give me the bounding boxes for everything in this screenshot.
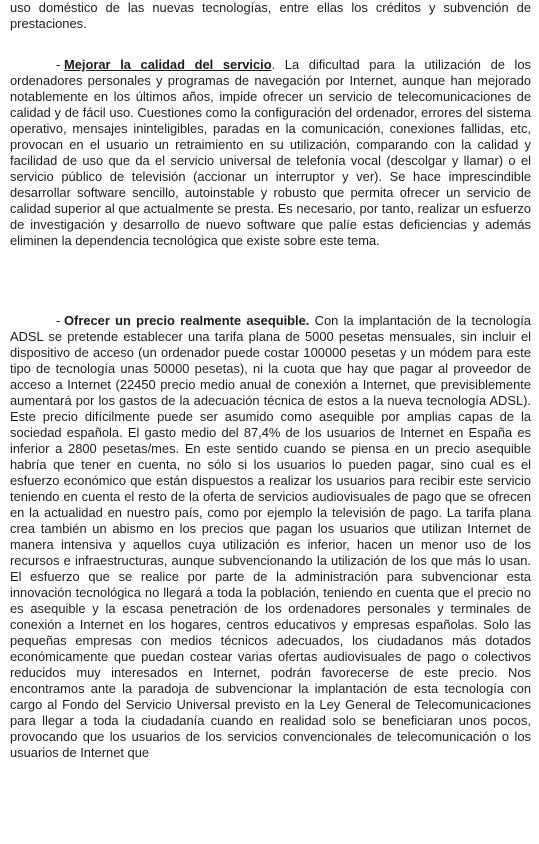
paragraph-continuation [10, 0, 531, 32]
paragraph-2-text: . La dificultad para la utilización de los ordenadores personales y programas de navegación por Internet, aunque han mejorado notablemente en los últimos años, impide ofrecer un servicio de telecomunicaciones de calidad y de fácil uso. Cuestiones como la configuración del ordenador, errores del sistema operativo, mensajes ininteligibles, paradas en la comunicación, conexiones fallidas, etc, provocan en el usuario un retraimiento en su utilización, comparando con la calidad y facilidad de uso que da el servicio universal de telefonía vocal (descolgar y llamar) o el servicio público de televisión (accionar un interruptor y ver). Se hace imprescindible desarrollar software sencillo, autoinstable y robusto que permita ofrecer un servicio de calidad superior al que actualmente se presta. Es necesario, por tanto, realizar un esfuerzo de investigación y desarrollo de nuevo software que palíe estas deficiencias y además eliminen la dependencia tecnológica que existe sobre este tema. [10, 57, 532, 248]
list-dash: - [56, 313, 61, 328]
paragraph-3-text: Con la implantación de la tecnología ADSL se pretende establecer una tarifa plana de 5000 pesetas mensuales, sin incluir el dispositivo de acceso (un ordenador puede costar 100000 pesetas y un módem para este tipo de tecnología unas 50000 pesetas), ni la cuota que hay que pagar al proveedor de acceso a Internet (22450 precio medio anual de conexión a Internet, que previsiblemente aumentará por los gastos de la adecuación técnica de estos a la nueva tecnología ADSL). Este precio difícilmente puede ser asumido como asequible por amplias capas de la sociedad española. El gasto medio del 87,4% de los usuarios de Internet en España es inferior a 2800 pesetas/mes. En este sentido cuando se piensa en un precio asequible habría que tener en cuenta, no sólo si los usuarios lo pueden pagar, sino cual es el esfuerzo económico que están dispuestos a realizar los usuarios para recibir este servicio teniendo en cuenta el resto de la oferta de servicios audiovisuales de pago que se ofrecen en la actualidad en nuestro país, como por ejemplo la televisión de pago. La tarifa plana crea también un abismo en los precios que pagan los usuarios que utilizan Internet de manera intensiva y aquellos cuya utilización es inferior, hacen un menor uso de los recursos e infraestructuras, aunque subvencionando la utilización de los que más lo usan. El esfuerzo que se realice por parte de la administración para subvencionar esta innovación tecnológica no llegará a toda la población, teniendo en cuenta que el precio no es asequible y la escasa penetración de los ordenadores personales y terminales de conexión a Internet en los hogares, centros educativos y empresas españolas. Solo las pequeñas empresas con medios técnicos adecuados, los ciudadanos más dotados económicamente que puedan costear varias ofertas audiovisuales de pago o colectivos reducidos muy interesados en Internet, podrán favorecerse de este precio. Nos encontramos ante la paradoja de subvencionar la implantación de esta tecnología con cargo al Fondo del Servicio Universal previsto en la Ley General de Telecomunicaciones para llegar a toda la ciudadanía cuando en realidad solo se beneficiaran unos pocos, provocando que los usuarios de los servicios convencionales de telecomunicación o los usuarios de Internet que [10, 313, 531, 760]
paragraph-service-quality [10, 57, 531, 249]
paragraph-affordable-price [10, 313, 531, 761]
section-heading-affordable-price: Ofrecer un precio realmente asequible. [64, 313, 310, 328]
paragraph-1-text: uso doméstico de las nuevas tecnologías, entre ellas los créditos y subvención de prestaciones. [10, 0, 531, 31]
list-dash: - [56, 57, 61, 72]
section-heading-service-quality: Mejorar la calidad del servicio [64, 57, 272, 72]
